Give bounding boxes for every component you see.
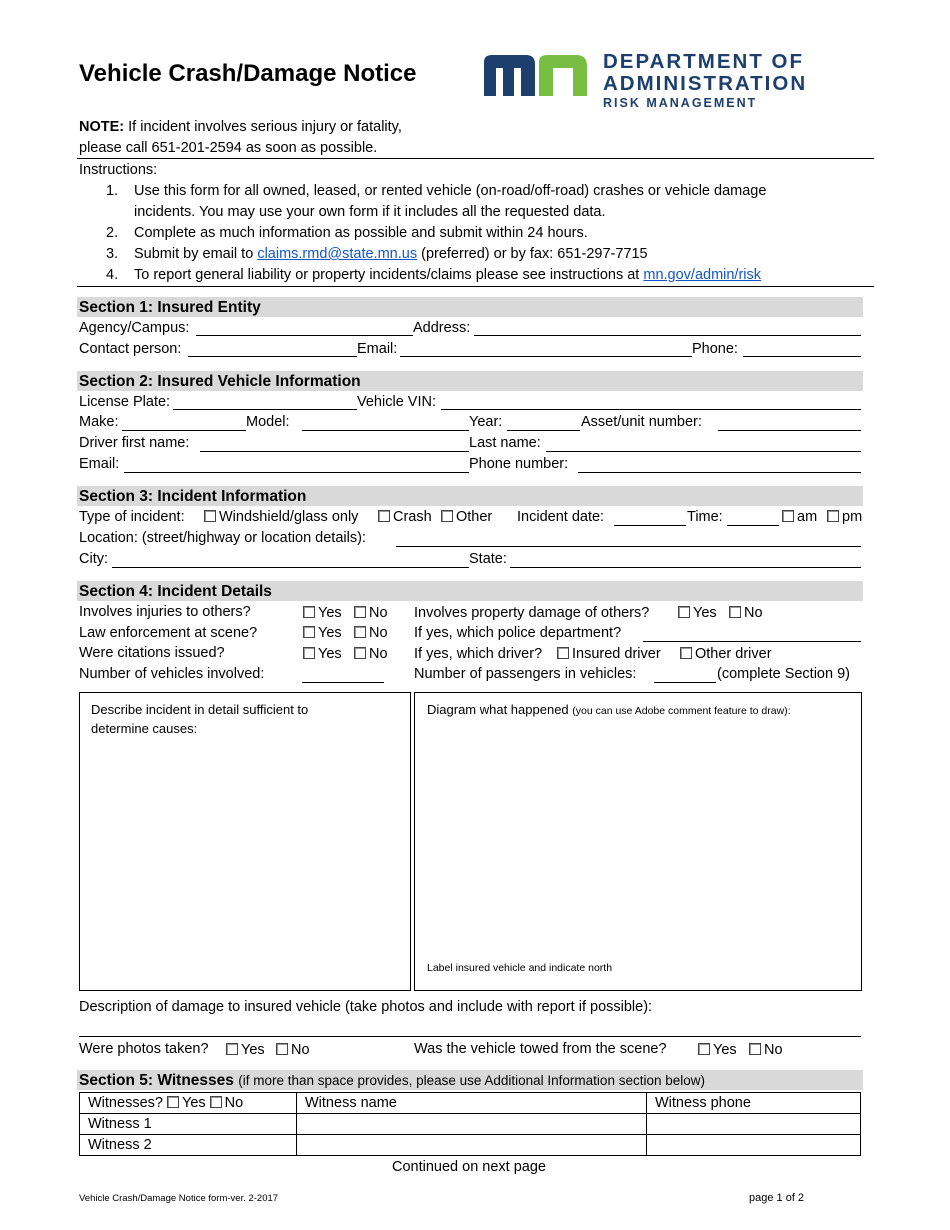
phone-field[interactable]	[743, 356, 861, 357]
crash-option[interactable]: Crash	[378, 509, 432, 525]
windshield-checkbox[interactable]	[204, 510, 216, 522]
describe-incident-box[interactable]	[79, 692, 411, 991]
driver-email-label: Email:	[79, 456, 120, 472]
agency-field[interactable]	[196, 335, 413, 336]
instructions-heading: Instructions:	[79, 162, 158, 178]
witnesses-no-checkbox[interactable]	[210, 1096, 222, 1108]
police-field[interactable]	[643, 641, 861, 642]
photos-yes[interactable]: Yes	[226, 1042, 265, 1058]
risk-website-link[interactable]: mn.gov/admin/risk	[643, 267, 762, 283]
injuries-yes-checkbox[interactable]	[303, 606, 315, 618]
state-field[interactable]	[510, 567, 861, 568]
injuries-yes[interactable]: Yes	[303, 605, 342, 621]
logo-risk-management: RISK MANAGEMENT	[603, 96, 758, 110]
section-2-header: Section 2: Insured Vehicle Information	[77, 371, 863, 391]
witness-2-phone-cell[interactable]	[647, 1135, 861, 1156]
law-label: Law enforcement at scene?	[79, 625, 258, 641]
note-line2: please call 651-201-2594 as soon as possible.	[79, 140, 378, 156]
injuries-no[interactable]: No	[354, 605, 388, 621]
police-label: If yes, which police department?	[414, 625, 622, 641]
driver-phone-field[interactable]	[578, 472, 861, 473]
continued-note: Continued on next page	[392, 1159, 546, 1175]
section-3-header: Section 3: Incident Information	[77, 486, 863, 506]
photos-label: Were photos taken?	[79, 1041, 209, 1057]
department-logo	[481, 50, 861, 114]
year-label: Year:	[469, 414, 503, 430]
which-driver-label: If yes, which driver?	[414, 646, 543, 662]
table-row	[80, 1114, 861, 1135]
vehicles-field[interactable]	[302, 682, 384, 683]
vehicles-label: Number of vehicles involved:	[79, 666, 265, 682]
driver-phone-label: Phone number:	[469, 456, 569, 472]
contact-field[interactable]	[188, 356, 357, 357]
instruction-number: 4.	[106, 267, 119, 283]
witness-row-label: Witness 1	[80, 1114, 297, 1135]
witness-phone-header: Witness phone	[647, 1093, 861, 1114]
vin-field[interactable]	[441, 409, 861, 410]
driver-first-label: Driver first name:	[79, 435, 190, 451]
citations-no-checkbox[interactable]	[354, 647, 366, 659]
witness-row-label: Witness 2	[80, 1135, 297, 1156]
diagram-box[interactable]	[414, 692, 862, 991]
instruction-1-line2: incidents. You may use your own form if it includes all the requested data.	[134, 204, 606, 220]
towed-no-checkbox[interactable]	[749, 1043, 761, 1055]
law-yes-checkbox[interactable]	[303, 626, 315, 638]
damage-description-field[interactable]	[79, 1036, 861, 1037]
location-field[interactable]	[396, 546, 861, 547]
photos-no-checkbox[interactable]	[276, 1043, 288, 1055]
contact-label: Contact person:	[79, 341, 182, 357]
am-option[interactable]: am	[782, 509, 817, 525]
logo-dept-text: DEPARTMENT OF ADMINISTRATION	[603, 50, 808, 95]
mn-logo-icon	[481, 52, 591, 98]
describe-label-line1: Describe incident in detail sufficient to	[91, 702, 309, 717]
vin-label: Vehicle VIN:	[357, 394, 436, 410]
asset-field[interactable]	[718, 430, 861, 431]
towed-yes[interactable]: Yes	[698, 1042, 737, 1058]
pm-option[interactable]: pm	[827, 509, 862, 525]
witness-2-name-cell[interactable]	[297, 1135, 647, 1156]
year-field[interactable]	[507, 430, 580, 431]
make-field[interactable]	[122, 430, 246, 431]
damage-description-label: Description of damage to insured vehicle (take photos and include with report if possible):	[79, 999, 653, 1015]
diagram-label: Diagram what happened (you can use Adobe comment feature to draw):	[427, 702, 791, 717]
location-label: Location: (street/highway or location details):	[79, 530, 366, 546]
divider	[77, 158, 874, 159]
driver-email-field[interactable]	[124, 472, 469, 473]
citations-no[interactable]: No	[354, 646, 388, 662]
property-yes[interactable]: Yes	[678, 605, 717, 621]
towed-label: Was the vehicle towed from the scene?	[414, 1041, 667, 1057]
witness-table	[79, 1092, 861, 1156]
driver-first-field[interactable]	[200, 451, 469, 452]
time-label: Time:	[687, 509, 723, 525]
plate-field[interactable]	[173, 409, 357, 410]
address-label: Address:	[413, 320, 471, 336]
diagram-instruction: Label insured vehicle and indicate north	[427, 962, 613, 974]
citations-yes-checkbox[interactable]	[303, 647, 315, 659]
towed-no[interactable]: No	[749, 1042, 783, 1058]
describe-label-line2: determine causes:	[91, 721, 198, 736]
incident-date-field[interactable]	[614, 525, 686, 526]
model-label: Model:	[246, 414, 290, 430]
other-driver-checkbox[interactable]	[680, 647, 692, 659]
instruction-2: Complete as much information as possible and submit within 24 hours.	[134, 225, 588, 241]
instruction-1-line1: Use this form for all owned, leased, or rented vehicle (on-road/off-road) crashes or vehicle damage	[134, 183, 767, 199]
property-no[interactable]: No	[729, 605, 763, 621]
other-option[interactable]: Other	[441, 509, 492, 525]
citations-label: Were citations issued?	[79, 645, 225, 661]
instruction-number: 3.	[106, 246, 119, 262]
pm-checkbox[interactable]	[827, 510, 839, 522]
towed-yes-checkbox[interactable]	[698, 1043, 710, 1055]
footer-page-number: page 1 of 2	[749, 1192, 805, 1204]
witness-1-name-cell[interactable]	[297, 1114, 647, 1135]
law-yes[interactable]: Yes	[303, 625, 342, 641]
model-field[interactable]	[302, 430, 469, 431]
law-no-checkbox[interactable]	[354, 626, 366, 638]
other-driver-option[interactable]: Other driver	[680, 646, 772, 662]
instruction-number: 2.	[106, 225, 119, 241]
city-label: City:	[79, 551, 108, 567]
property-label: Involves property damage of others?	[414, 605, 650, 621]
address-field[interactable]	[474, 335, 861, 336]
witnesses-yes-checkbox[interactable]	[167, 1096, 179, 1108]
witness-name-header: Witness name	[297, 1093, 647, 1114]
am-checkbox[interactable]	[782, 510, 794, 522]
instruction-4: To report general liability or property incidents/claims please see instructions at mn.gov/admin/risk	[134, 267, 762, 283]
asset-label: Asset/unit number:	[581, 414, 702, 430]
phone-label: Phone:	[692, 341, 738, 357]
section-1-header: Section 1: Insured Entity	[77, 297, 863, 317]
section-5-header: Section 5: Witnesses (if more than space provides, please use Additional Information section below)	[77, 1070, 863, 1090]
city-field[interactable]	[112, 567, 469, 568]
agency-label: Agency/Campus:	[79, 320, 190, 336]
last-name-label: Last name:	[469, 435, 541, 451]
insured-driver-checkbox[interactable]	[557, 647, 569, 659]
divider	[77, 286, 874, 287]
citations-yes[interactable]: Yes	[303, 646, 342, 662]
photos-no[interactable]: No	[276, 1042, 310, 1058]
state-label: State:	[469, 551, 507, 567]
section-4-header: Section 4: Incident Details	[77, 581, 863, 601]
crash-checkbox[interactable]	[378, 510, 390, 522]
passengers-field[interactable]	[654, 682, 716, 683]
witness-1-phone-cell[interactable]	[647, 1114, 861, 1135]
plate-label: License Plate:	[79, 394, 171, 410]
injuries-label: Involves injuries to others?	[79, 604, 251, 620]
email-link[interactable]: claims.rmd@state.mn.us	[257, 246, 418, 262]
page-title: Vehicle Crash/Damage Notice	[79, 60, 417, 87]
passengers-label: Number of passengers in vehicles:	[414, 666, 637, 682]
incident-date-label: Incident date:	[517, 509, 605, 525]
instruction-3: Submit by email to claims.rmd@state.mn.us (preferred) or by fax: 651-297-7715	[134, 246, 648, 262]
make-label: Make:	[79, 414, 119, 430]
other-checkbox[interactable]	[441, 510, 453, 522]
email-field[interactable]	[400, 356, 692, 357]
windshield-option[interactable]: Windshield/glass only	[204, 509, 358, 525]
table-row	[80, 1135, 861, 1156]
property-yes-checkbox[interactable]	[678, 606, 690, 618]
injuries-no-checkbox[interactable]	[354, 606, 366, 618]
incident-type-label: Type of incident:	[79, 509, 185, 525]
law-no[interactable]: No	[354, 625, 388, 641]
note-line1: NOTE: If incident involves serious injury or fatality,	[79, 119, 402, 135]
insured-driver-option[interactable]: Insured driver	[557, 646, 661, 662]
instruction-number: 1.	[106, 183, 119, 199]
email-label: Email:	[357, 341, 398, 357]
time-field[interactable]	[727, 525, 779, 526]
last-name-field[interactable]	[546, 451, 861, 452]
witnesses-question-cell: Witnesses? Yes No	[80, 1093, 297, 1114]
property-no-checkbox[interactable]	[729, 606, 741, 618]
complete-section9-note: (complete Section 9)	[717, 666, 850, 682]
table-row	[80, 1093, 861, 1114]
photos-yes-checkbox[interactable]	[226, 1043, 238, 1055]
footer-form-version: Vehicle Crash/Damage Notice form-ver. 2-2017	[79, 1193, 279, 1204]
